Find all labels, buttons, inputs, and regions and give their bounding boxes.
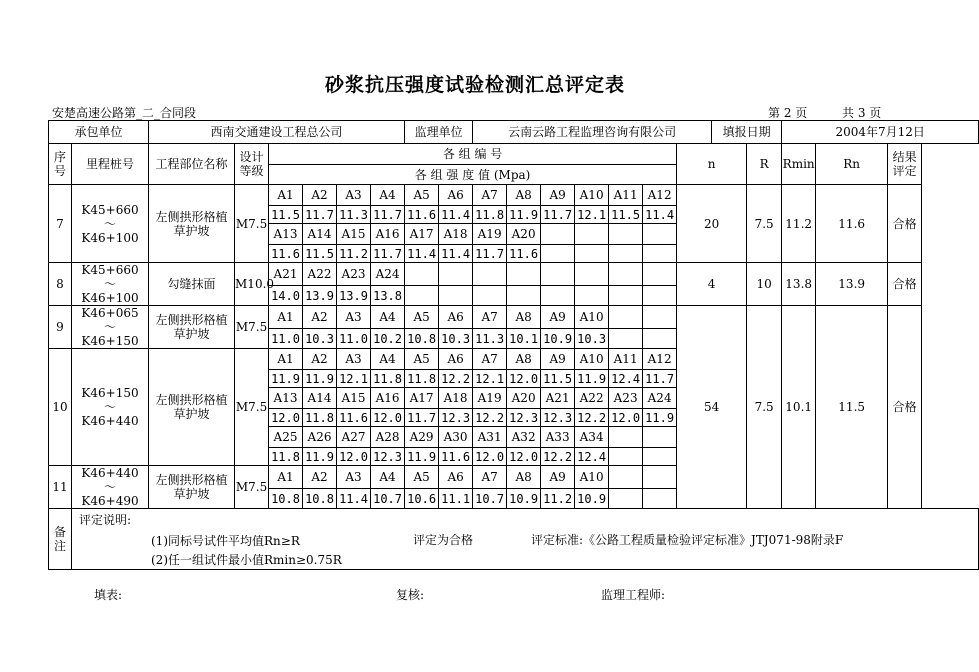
station-tilde: ～ (104, 216, 117, 231)
strength-value-cell: 12.0 (371, 409, 405, 427)
part-cell: 左侧拱形格植草护坡 (149, 349, 235, 466)
group-id-cell: A28 (371, 427, 405, 448)
strength-value-cell: 10.8 (303, 489, 337, 509)
station-tilde: ～ (104, 277, 117, 291)
remarks-row (49, 509, 979, 570)
group-id-cell: A24 (643, 388, 677, 409)
group-id-cell (643, 224, 677, 245)
strength-value-cell: 11.8 (303, 409, 337, 427)
station-cell (72, 185, 149, 263)
group-id-cell: A5 (405, 466, 439, 489)
group-id-cell: A14 (303, 388, 337, 409)
strength-value-cell: 12.3 (439, 409, 473, 427)
strength-value-cell: 11.8 (473, 206, 507, 224)
group-id-cell: A19 (473, 224, 507, 245)
strength-value-cell (643, 329, 677, 349)
station-station-from: K45+660 (81, 202, 139, 217)
strength-value-cell (609, 286, 643, 306)
station-station-to: K46+100 (81, 230, 139, 245)
grade-cell: M7.5 (235, 349, 269, 466)
strength-value-cell (541, 245, 575, 263)
group-id-cell: A20 (507, 224, 541, 245)
group-id-cell: A31 (473, 427, 507, 448)
station-tilde: ～ (104, 480, 117, 494)
strength-value-cell: 11.3 (337, 206, 371, 224)
strength-value-cell: 11.0 (269, 329, 303, 349)
group-id-cell: A2 (303, 466, 337, 489)
group-id-cell: A8 (507, 466, 541, 489)
strength-value-cell: 10.2 (371, 329, 405, 349)
reviewed-by-label: 复核: (396, 588, 425, 602)
group-id-cell: A4 (371, 306, 405, 329)
strength-value-cell: 12.1 (575, 206, 609, 224)
group-id-cell: A3 (337, 306, 371, 329)
group-id-cell: A2 (303, 349, 337, 370)
group-id-cell: A12 (643, 349, 677, 370)
seq-cell: 9 (49, 306, 72, 349)
strength-value-cell (405, 286, 439, 306)
strength-value-cell (643, 286, 677, 306)
info-row (49, 121, 979, 144)
strength-value-cell: 10.3 (575, 329, 609, 349)
strength-value-cell: 10.8 (405, 329, 439, 349)
seq-cell: 7 (49, 185, 72, 263)
strength-value-cell: 12.0 (337, 448, 371, 466)
strength-value-cell: 10.9 (575, 489, 609, 509)
strength-value-cell: 12.1 (337, 370, 371, 388)
filled-by-label: 填表: (94, 588, 123, 602)
group-id-cell: A7 (473, 466, 507, 489)
strength-value-cell: 12.0 (269, 409, 303, 427)
group-id-cell: A6 (439, 185, 473, 206)
strength-value-cell: 14.0 (269, 286, 303, 306)
supervisor-engineer-label: 监理工程师: (601, 588, 666, 602)
project-name: 安楚高速公路第_二_合同段 (52, 106, 197, 120)
strength-value-cell: 12.3 (541, 409, 575, 427)
strength-value-cell: 11.6 (507, 245, 541, 263)
station-station-from: K46+440 (81, 466, 139, 480)
strength-value-cell: 11.7 (303, 206, 337, 224)
strength-value-cell (609, 329, 643, 349)
n-header: n (677, 144, 747, 185)
group-id-cell: A3 (337, 185, 371, 206)
station-station-to: K46+150 (81, 334, 139, 348)
strength-value-cell: 11.6 (405, 206, 439, 224)
part-header: 工程部位名称 (149, 144, 235, 185)
group-id-cell: A7 (473, 185, 507, 206)
group-id-cell: A9 (541, 349, 575, 370)
group-id-cell (643, 263, 677, 286)
group-id-cell (609, 224, 643, 245)
strength-value-cell: 10.9 (541, 329, 575, 349)
group-id-cell: A18 (439, 388, 473, 409)
group-id-cell (541, 224, 575, 245)
strength-value-cell: 11.6 (439, 448, 473, 466)
header-row-1 (49, 144, 979, 165)
group-id-cell: A1 (269, 185, 303, 206)
group-id-cell: A23 (609, 388, 643, 409)
group-id-cell: A7 (473, 349, 507, 370)
group-id-cell: A6 (439, 349, 473, 370)
group-id-cell (575, 224, 609, 245)
group-id-cell (609, 427, 643, 448)
group-id-cell: A9 (541, 185, 575, 206)
strength-value-cell: 12.0 (507, 370, 541, 388)
strength-value-cell: 11.2 (541, 489, 575, 509)
r-cell: 7.5 (747, 185, 782, 263)
group-id-cell (473, 263, 507, 286)
group-id-cell: A8 (507, 306, 541, 329)
group-id-cell (439, 263, 473, 286)
strength-value-cell: 13.9 (337, 286, 371, 306)
station-station-to: K46+100 (81, 291, 139, 305)
result-cell: 合格 (888, 185, 922, 263)
contractor-label: 承包单位 (49, 121, 149, 144)
strength-value-cell: 11.7 (371, 245, 405, 263)
group-id-cell: A34 (575, 427, 609, 448)
strength-value-cell: 11.8 (269, 448, 303, 466)
strength-value-cell: 11.7 (473, 245, 507, 263)
remarks-verdict: 评定为合格 (413, 533, 474, 547)
strength-value-cell (609, 448, 643, 466)
group-id-cell: A1 (269, 349, 303, 370)
station-header: 里程桩号 (72, 144, 149, 185)
group-id-cell: A26 (303, 427, 337, 448)
part-cell: 左侧拱形格植草护坡 (149, 466, 235, 509)
grade-cell: M7.5 (235, 185, 269, 263)
group-id-cell (575, 263, 609, 286)
group-id-cell (643, 306, 677, 329)
strength-value-cell: 11.9 (507, 206, 541, 224)
station-station-to: K46+440 (81, 414, 139, 428)
strength-value-cell (507, 286, 541, 306)
strength-value-cell: 11.6 (269, 245, 303, 263)
group-id-cell (609, 306, 643, 329)
station-station-from: K45+660 (81, 263, 139, 277)
n-cell: 4 (677, 263, 747, 306)
group-id-cell (609, 263, 643, 286)
group-id-cell: A4 (371, 349, 405, 370)
strength-value-cell: 11.7 (371, 206, 405, 224)
remarks-label: 备注 (49, 509, 72, 570)
part-cell: 勾缝抹面 (149, 263, 235, 306)
group-id-cell: A7 (473, 306, 507, 329)
strength-value-cell: 12.0 (473, 448, 507, 466)
seq-cell: 11 (49, 466, 72, 509)
strength-value-cell: 13.8 (371, 286, 405, 306)
strength-value-cell (541, 286, 575, 306)
strength-value-cell: 13.9 (303, 286, 337, 306)
date-label: 填报日期 (712, 121, 782, 144)
group-id-cell: A10 (575, 349, 609, 370)
station-tilde: ～ (104, 320, 117, 334)
strength-value-cell: 11.9 (303, 370, 337, 388)
group-id-cell: A11 (609, 185, 643, 206)
rn-cell: 13.9 (816, 263, 888, 306)
strength-value-cell (643, 245, 677, 263)
rn-cell: 11.6 (816, 185, 888, 263)
group-id-cell: A11 (609, 349, 643, 370)
result-header: 结果评定 (888, 144, 922, 185)
rn-header: Rn (816, 144, 888, 185)
group-id-row (49, 185, 979, 206)
strength-value-cell: 11.0 (337, 329, 371, 349)
seq-cell: 10 (49, 349, 72, 466)
n-cell: 54 (677, 306, 747, 509)
strength-value-cell: 10.3 (439, 329, 473, 349)
strength-value-cell: 11.7 (643, 370, 677, 388)
group-id-cell: A29 (405, 427, 439, 448)
strength-value-cell: 11.7 (405, 409, 439, 427)
group-id-cell: A1 (269, 466, 303, 489)
part-cell: 左侧拱形格植草护坡 (149, 185, 235, 263)
strength-value-cell (643, 489, 677, 509)
r-cell: 7.5 (747, 306, 782, 509)
strength-value-cell: 12.2 (473, 409, 507, 427)
group-id-cell: A20 (507, 388, 541, 409)
remarks-rule-1: (1)同标号试件平均值Rn≥R (151, 534, 300, 548)
strength-header: 各 组 强 度 值 (Mpa) (269, 165, 677, 185)
strength-value-cell: 11.8 (371, 370, 405, 388)
result-cell: 合格 (888, 263, 922, 306)
station-cell (72, 306, 149, 349)
strength-value-cell: 10.8 (269, 489, 303, 509)
group-id-cell: A4 (371, 466, 405, 489)
group-id-cell: A12 (643, 185, 677, 206)
group-id-cell: A25 (269, 427, 303, 448)
strength-value-cell: 12.4 (609, 370, 643, 388)
contractor-value: 西南交通建设工程总公司 (149, 121, 405, 144)
group-id-cell: A17 (405, 224, 439, 245)
date-value: 2004年7月12日 (782, 121, 979, 144)
group-id-cell: A22 (575, 388, 609, 409)
group-id-cell: A18 (439, 224, 473, 245)
strength-value-cell: 11.1 (439, 489, 473, 509)
rmin-cell: 13.8 (782, 263, 816, 306)
rmin-cell: 11.2 (782, 185, 816, 263)
strength-value-cell: 12.4 (575, 448, 609, 466)
group-id-cell: A16 (371, 388, 405, 409)
group-id-cell: A10 (575, 466, 609, 489)
group-id-cell (643, 427, 677, 448)
strength-value-cell: 11.4 (405, 245, 439, 263)
strength-value-cell: 12.0 (507, 448, 541, 466)
group-id-cell: A27 (337, 427, 371, 448)
group-id-cell: A5 (405, 185, 439, 206)
group-id-cell: A22 (303, 263, 337, 286)
strength-value-cell (439, 286, 473, 306)
strength-value-cell: 10.6 (405, 489, 439, 509)
group-id-cell: A21 (541, 388, 575, 409)
group-id-cell: A23 (337, 263, 371, 286)
strength-value-cell (643, 448, 677, 466)
strength-value-cell: 11.6 (337, 409, 371, 427)
strength-value-cell: 12.2 (439, 370, 473, 388)
strength-value-cell: 12.2 (575, 409, 609, 427)
group-id-cell: A21 (269, 263, 303, 286)
summary-table (48, 120, 979, 570)
strength-value-cell: 10.9 (507, 489, 541, 509)
group-id-cell: A10 (575, 306, 609, 329)
n-cell: 20 (677, 185, 747, 263)
group-id-cell (643, 466, 677, 489)
strength-value-cell: 11.9 (643, 409, 677, 427)
group-id-cell: A3 (337, 466, 371, 489)
strength-value-cell: 11.5 (609, 206, 643, 224)
strength-value-cell (609, 245, 643, 263)
remarks-standard: 评定标准:《公路工程质量检验评定标准》JTJ071-98附录F (531, 533, 844, 547)
page-number: 第 2 页 (768, 106, 808, 120)
group-id-cell: A5 (405, 349, 439, 370)
strength-value-cell: 10.1 (507, 329, 541, 349)
remarks-heading: 评定说明: (79, 513, 132, 527)
page-title: 砂浆抗压强度试验检测汇总评定表 (324, 74, 625, 96)
strength-value-cell (575, 245, 609, 263)
station-station-from: K46+065 (81, 306, 139, 320)
station-station-to: K46+490 (81, 494, 139, 508)
grade-header: 设计等级 (235, 144, 269, 185)
station-cell (72, 466, 149, 509)
group-id-cell: A16 (371, 224, 405, 245)
strength-value-cell: 11.4 (439, 245, 473, 263)
group-id-cell: A13 (269, 388, 303, 409)
seq-cell: 8 (49, 263, 72, 306)
strength-value-cell: 11.4 (439, 206, 473, 224)
station-station-from: K46+150 (81, 386, 139, 400)
group-number-header: 各 组 编 号 (269, 144, 677, 165)
rmin-header: Rmin (782, 144, 816, 185)
rmin-cell: 10.1 (782, 306, 816, 509)
group-id-cell: A6 (439, 466, 473, 489)
strength-value-cell: 11.5 (269, 206, 303, 224)
strength-value-cell: 11.7 (541, 206, 575, 224)
station-cell (72, 263, 149, 306)
group-id-cell: A9 (541, 466, 575, 489)
grade-cell: M7.5 (235, 306, 269, 349)
group-id-cell (405, 263, 439, 286)
group-id-cell: A2 (303, 306, 337, 329)
part-cell: 左侧拱形格植草护坡 (149, 306, 235, 349)
strength-value-cell (575, 286, 609, 306)
strength-value-cell: 11.9 (575, 370, 609, 388)
group-id-cell (609, 466, 643, 489)
strength-value-cell: 12.2 (541, 448, 575, 466)
group-id-cell: A15 (337, 388, 371, 409)
strength-value-cell: 11.9 (405, 448, 439, 466)
group-id-cell: A15 (337, 224, 371, 245)
supervisor-value: 云南云路工程监理咨询有限公司 (473, 121, 712, 144)
strength-value-cell (473, 286, 507, 306)
group-id-cell: A32 (507, 427, 541, 448)
group-id-cell: A8 (507, 349, 541, 370)
rn-cell: 11.5 (816, 306, 888, 509)
strength-value-cell: 12.1 (473, 370, 507, 388)
strength-value-cell: 10.7 (371, 489, 405, 509)
group-id-cell: A19 (473, 388, 507, 409)
seq-header: 序号 (49, 144, 72, 185)
strength-value-cell: 11.4 (643, 206, 677, 224)
r-cell: 10 (747, 263, 782, 306)
strength-value-cell: 11.9 (269, 370, 303, 388)
grade-cell: M7.5 (235, 466, 269, 509)
r-header: R (747, 144, 782, 185)
group-id-row (49, 263, 979, 286)
strength-value-cell (609, 489, 643, 509)
strength-value-cell: 10.3 (303, 329, 337, 349)
strength-value-cell: 12.3 (507, 409, 541, 427)
station-cell (72, 349, 149, 466)
group-id-cell: A17 (405, 388, 439, 409)
group-id-cell: A13 (269, 224, 303, 245)
group-id-cell: A6 (439, 306, 473, 329)
station-tilde: ～ (104, 400, 117, 414)
group-id-cell: A3 (337, 349, 371, 370)
supervisor-label: 监理单位 (405, 121, 473, 144)
group-id-cell: A9 (541, 306, 575, 329)
group-id-cell: A33 (541, 427, 575, 448)
group-id-cell (507, 263, 541, 286)
strength-value-cell: 11.8 (405, 370, 439, 388)
remarks-rule-2: (2)任一组试件最小值Rmin≥0.75R (151, 553, 342, 567)
strength-value-cell: 11.5 (303, 245, 337, 263)
strength-value-cell: 12.0 (609, 409, 643, 427)
strength-value-cell: 11.5 (541, 370, 575, 388)
result-cell: 合格 (888, 306, 922, 509)
group-id-cell: A8 (507, 185, 541, 206)
strength-value-cell: 11.2 (337, 245, 371, 263)
group-id-cell: A1 (269, 306, 303, 329)
strength-value-cell: 12.3 (371, 448, 405, 466)
group-id-cell: A5 (405, 306, 439, 329)
group-id-cell: A24 (371, 263, 405, 286)
group-id-cell: A14 (303, 224, 337, 245)
group-id-cell (541, 263, 575, 286)
strength-value-cell: 10.7 (473, 489, 507, 509)
remarks-content (72, 509, 979, 570)
group-id-cell: A10 (575, 185, 609, 206)
strength-value-cell: 11.4 (337, 489, 371, 509)
page-total: 共 3 页 (842, 106, 882, 120)
group-id-cell: A4 (371, 185, 405, 206)
group-id-cell: A2 (303, 185, 337, 206)
group-id-row (49, 306, 979, 329)
strength-value-cell: 11.3 (473, 329, 507, 349)
group-id-cell: A30 (439, 427, 473, 448)
strength-value-cell: 11.9 (303, 448, 337, 466)
grade-cell: M10.0 (235, 263, 269, 306)
